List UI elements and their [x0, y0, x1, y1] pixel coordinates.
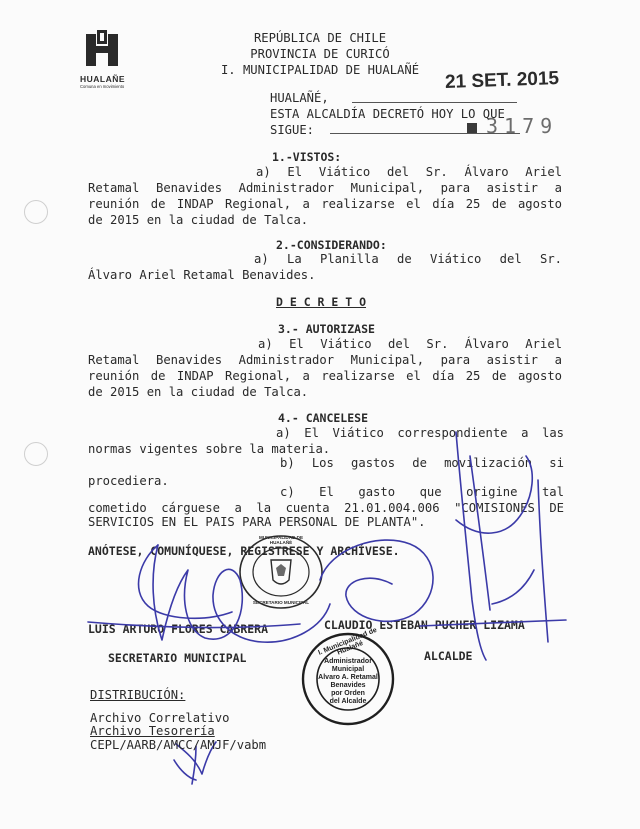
- cancelese-line-5: c) El gasto que origine tal: [280, 485, 564, 499]
- autorizase-line-4: de 2015 en la ciudad de Talca.: [88, 385, 309, 399]
- administrator-seal-ring-text: I. Municipalidad de Hualañé: [317, 626, 379, 657]
- autorizase-heading: 3.- AUTORIZASE: [278, 322, 375, 336]
- number-underline: [330, 133, 520, 134]
- closing-statement: ANÓTESE, COMUNÍQUESE, REGISTRESE Y ARCHÍVESE.: [88, 544, 400, 558]
- logo-word: HUALAÑE: [80, 74, 126, 84]
- header-municipality: I. MUNICIPALIDAD DE HUALAÑÉ: [220, 63, 420, 77]
- secretary-name: LUIS ARTURO FLORES CABRERA: [88, 622, 269, 636]
- logo-h-icon: [80, 30, 132, 70]
- autorizase-line-1: a) El Viático del Sr. Álvaro Ariel: [258, 337, 562, 351]
- hole-punch-mark: [24, 200, 48, 224]
- intro-line-2: SIGUE:: [270, 123, 315, 137]
- vistos-heading: 1.-VISTOS:: [272, 150, 342, 164]
- administrator-seal-line-5: por Orden: [331, 690, 365, 697]
- distribucion-heading: DISTRIBUCIÓN:: [90, 688, 186, 702]
- secretary-seal-inner-text: SECRETARIO MUNICIPAL: [252, 600, 310, 605]
- secretary-seal-outer-text: MUNICIPALIDAD DE HUALAÑÉ: [258, 535, 304, 545]
- cancelese-line-4: procediera.: [88, 474, 169, 488]
- intro-place: HUALAÑÉ,: [270, 91, 329, 105]
- cancelese-line-2: normas vigentes sobre la materia.: [88, 442, 331, 456]
- header-province: PROVINCIA DE CURICÓ: [250, 47, 390, 61]
- distribucion-item-3: CEPL/AARB/AMCC/AMJF/vabm: [90, 738, 267, 752]
- considerando-heading: 2.-CONSIDERANDO:: [276, 238, 387, 252]
- vistos-line-1: a) El Viático del Sr. Álvaro Ariel: [256, 165, 562, 179]
- mayor-title: ALCALDE: [424, 649, 473, 663]
- administrator-seal-line-1: Administrador: [324, 658, 372, 665]
- cancelese-line-1: a) El Viático correspondiente a las: [276, 426, 564, 440]
- header-country: REPÚBLICA DE CHILE: [253, 31, 387, 45]
- vistos-line-2: Retamal Benavides Administrador Municipal, para asistir a: [88, 181, 562, 195]
- administrator-seal-line-4: Benavides: [330, 682, 366, 689]
- administrator-seal-line-6: del Alcalde: [329, 698, 367, 705]
- distribucion-item-2: Archivo Tesorería: [90, 724, 215, 738]
- seal-ring-icon: [238, 534, 324, 610]
- cancelese-heading: 4.- CANCELESE: [278, 411, 369, 425]
- considerando-line-1: a) La Planilla de Viático del Sr.: [254, 252, 562, 266]
- date-stamp: 21 SET. 2015: [444, 68, 560, 93]
- cancelese-line-3: b) Los gastos de movilización si: [280, 456, 564, 470]
- cancelese-line-6: cometido cárguese a la cuenta 21.01.004.006 "COMISIONES DE: [88, 501, 564, 515]
- logo-tagline: Comuna en movimiento: [80, 84, 125, 89]
- intro-line-1: ESTA ALCALDÍA DECRETÓ HOY LO QUE: [270, 107, 505, 121]
- administrator-seal-line-3: Alvaro A. Retamal: [318, 674, 378, 681]
- vistos-line-4: de 2015 en la ciudad de Talca.: [88, 213, 309, 227]
- vistos-line-3: reunión de INDAP Regional, a realizarse el día 25 de agosto: [88, 197, 562, 211]
- autorizase-line-2: Retamal Benavides Administrador Municipal, para asistir a: [88, 353, 562, 367]
- autorizase-line-3: reunión de INDAP Regional, a realizarse el día 25 de agosto: [88, 369, 562, 383]
- secretary-title: SECRETARIO MUNICIPAL: [108, 651, 247, 665]
- administrator-seal: [300, 626, 396, 726]
- considerando-line-2: Álvaro Ariel Retamal Benavides.: [88, 268, 316, 282]
- secretary-seal: [238, 534, 324, 610]
- distribucion-item-1: Archivo Correlativo: [90, 711, 230, 725]
- date-underline: [352, 102, 517, 103]
- mayor-name: CLAUDIO ESTEBAN PUCHER LIZAMA: [324, 618, 525, 632]
- cancelese-line-7: SERVICIOS EN EL PAIS PARA PERSONAL DE PLANTA".: [88, 515, 426, 529]
- hole-punch-mark: [24, 442, 48, 466]
- municipal-logo: [80, 30, 132, 89]
- decreto-title: D E C R E T O: [276, 295, 367, 309]
- decree-number-stamp: 3179: [486, 114, 559, 138]
- administrator-seal-line-2: Municipal: [331, 666, 365, 673]
